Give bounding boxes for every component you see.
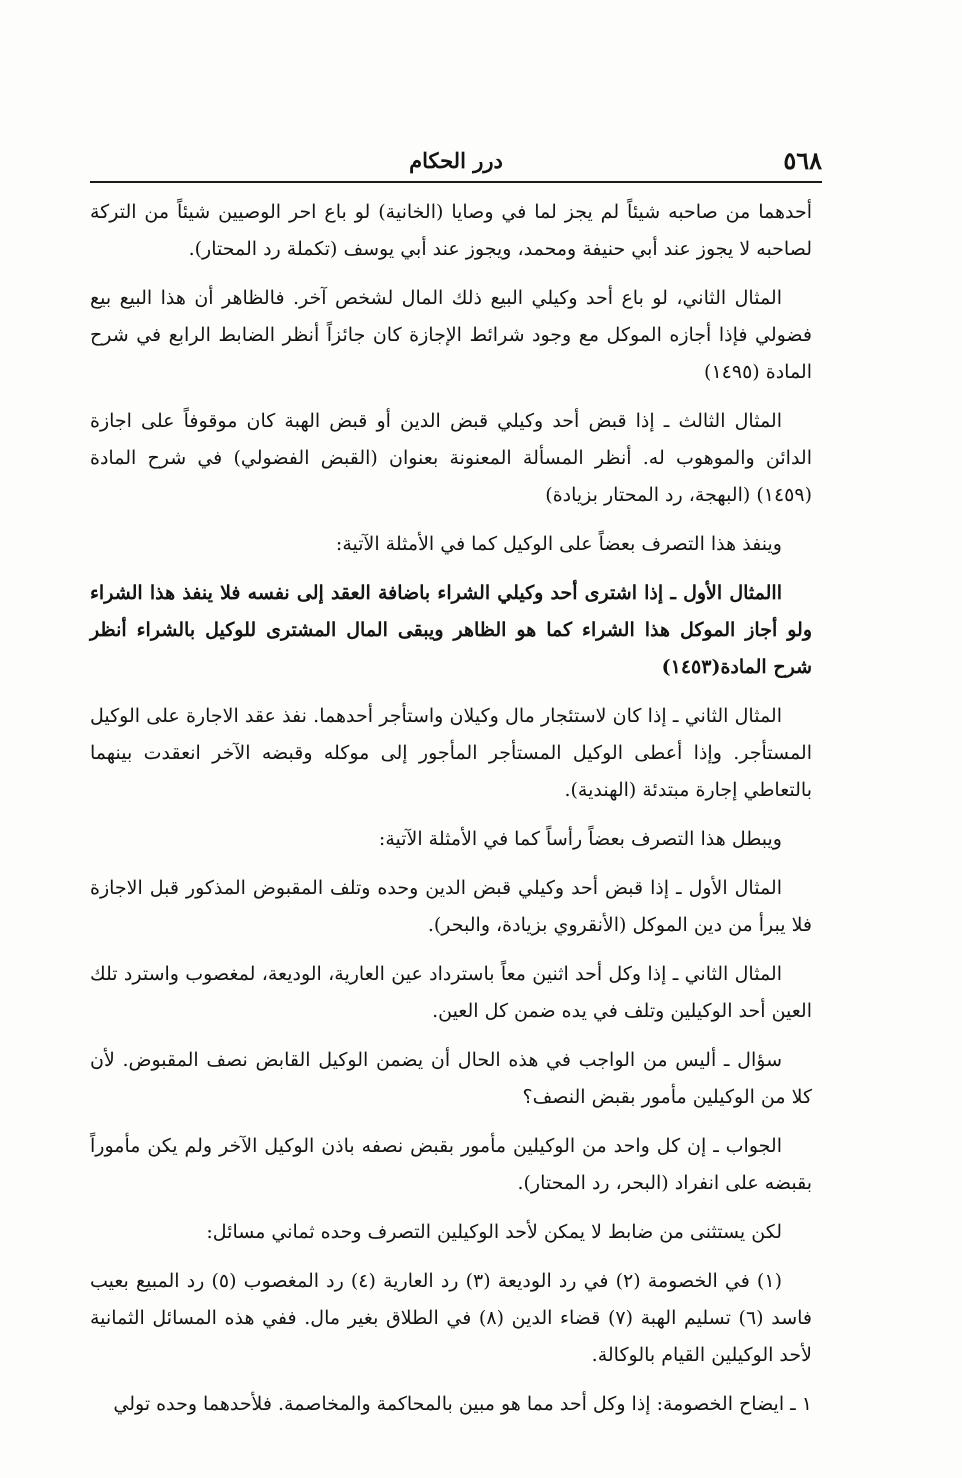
paragraph-effective-intro: وينفذ هذا التصرف بعضاً على الوكيل كما في الأمثلة الآتية: bbox=[335, 533, 782, 555]
page-header bbox=[90, 146, 822, 180]
paragraph-effective-example-2: المثال الثاني ـ إذا كان لاستئجار مال وكيلان واستأجر أحدهما. نفذ عقد الاجارة على الوكيل المستأجر. وإذا أعطى الوكيل المستأجر المأجور إلى موكله وقبضه الآخر انعقدت بينهما بالتعاطي إجارة مبتدئة (الهندية). bbox=[90, 705, 812, 801]
paragraph-continuation: أحدهما من صاحبه شيئاً لم يجز لما في وصايا (الخانية) لو باع احر الوصيين شيئاً من التركة لصاحبه لا يجوز عند أبي حنيفة ومحمد، ويجوز عند أبي يوسف (تكملة رد المحتار). bbox=[90, 201, 812, 260]
page-number: ٥٦٨ bbox=[783, 146, 822, 175]
paragraph-answer: الجواب ـ إن كل واحد من الوكيلين مأمور بقبض نصفه باذن الوكيل الآخر ولم يكن مأموراً بقبضه على انفراد (البحر، رد المحتار). bbox=[90, 1135, 812, 1194]
paragraph-question: سؤال ـ أليس من الواجب في هذه الحال أن يضمن الوكيل القابض نصف المقبوض. لأن كلا من الوكيلين مأمور بقبض النصف؟ bbox=[90, 1049, 812, 1108]
header-divider bbox=[90, 181, 822, 183]
paragraph-void-example-1: المثال الأول ـ إذا قبض أحد وكيلي قبض الدين وحده وتلف المقبوض المذكور قبل الاجازة فلا يبرأ من دين الموكل (الأنقروي بزيادة، والبحر). bbox=[90, 877, 812, 936]
paragraph-exceptions-list: (١) في الخصومة (٢) في رد الوديعة (٣) رد العارية (٤) رد المغصوب (٥) رد المبيع بعيب فاسد (٦) تسليم الهبة (٧) قضاء الدين (٨) في الطلاق بغير مال. ففي هذه المسائل الثمانية لأحد الوكيلين القيام بالوكالة. bbox=[90, 1270, 812, 1366]
running-title: درر الحكام bbox=[409, 148, 503, 173]
paragraph-effective-example-1: االمثال الأول ـ إذا اشترى أحد وكيلي الشراء باضافة العقد إلى نفسه فلا ينفذ هذا الشراء ولو أجاز الموكل هذا الشراء كما هو الظاهر ويبقى المال المشترى للوكيل بالشراء أنظر شرح المادة(١٤٥٣) bbox=[90, 582, 812, 678]
paragraph-void-example-2: المثال الثاني ـ إذا وكل أحد اثنين معاً باسترداد عين العارية، الوديعة، لمغصوب واسترد تلك العين أحد الوكيلين وتلف في يده ضمن كل العين. bbox=[90, 963, 812, 1022]
paragraph-clarification-1: ١ ـ ايضاح الخصومة: إذا وكل أحد مما هو مبين بالمحاكمة والمخاصمة. فلأحدهما وحده تولي bbox=[113, 1393, 812, 1415]
paragraph-example-3: المثال الثالث ـ إذا قبض أحد وكيلي قبض الدين أو قبض الهبة كان موقوفاً على اجازة الدائن والموهوب له. أنظر المسألة المعنونة بعنوان (القبض الفضولي) في شرح المادة (١٤٥٩) (البهجة، رد المحتار بزيادة) bbox=[90, 410, 812, 506]
paragraph-void-intro: ويبطل هذا التصرف بعضاً رأساً كما في الأمثلة الآتية: bbox=[378, 828, 782, 850]
page-body bbox=[90, 194, 812, 1435]
paragraph-exceptions-intro: لكن يستثنى من ضابط لا يمكن لأحد الوكيلين التصرف وحده ثماني مسائل: bbox=[206, 1221, 782, 1243]
paragraph-example-2: المثال الثاني، لو باع أحد وكيلي البيع ذلك المال لشخص آخر. فالظاهر أن هذا البيع بيع فضولي فإذا أجازه الموكل مع وجود شرائط الإجازة كان جائزاً أنظر الضابط الرابع في شرح المادة (١٤٩٥) bbox=[90, 287, 812, 383]
